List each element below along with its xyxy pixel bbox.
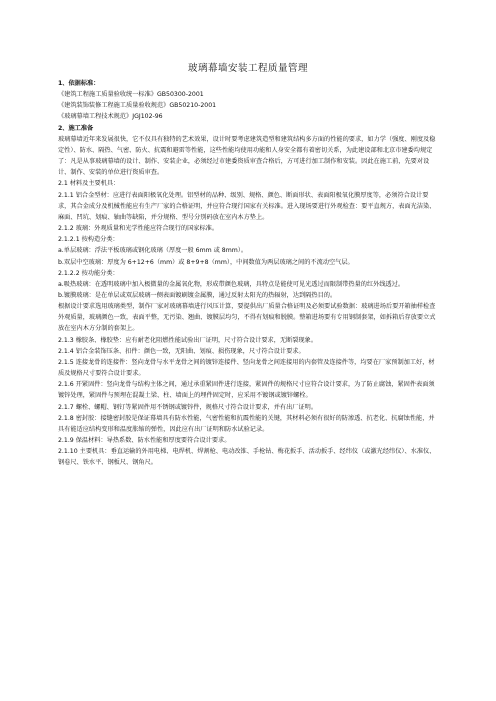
paragraph: 玻璃幕墙近年来发展很快，它不仅具有独特的艺术效果，设计时要考虑建筑造型和建筑结构多方面的性能的要求，如力学（强度、刚度及稳定性）、防水、隔热、气密、防火、抗震和避雷等性能，这些性能均使用功能和人身安全都有着密切关系，为此建设部和北京市建委均规定了：凡是从事玻璃幕墙的设计、制作、安装企业，必须经过市建委资质审查合格后，方可进行加工制作和安装。因此在施工前，先要对设计、制作、安装的单位进行资质审查。 xyxy=(58,135,436,177)
paragraph: 《玻璃幕墙工程技术规范》JGJ102-96 xyxy=(58,113,163,121)
section-heading: 2、施工准备 xyxy=(58,124,94,132)
paragraph: 2.1.10 主要机具：垂直运输的外用电梯、电焊机、焊割枪、电动改锥、手枪钻、梅花扳手、活动扳手、经纬仪（或激光经纬仪）、水准仪、钢卷尺、铁水平、钢板尺、钢角尺。 xyxy=(58,448,436,467)
paragraph: 2.1.2.2 按功能分类： xyxy=(58,269,119,277)
paragraph: 2.1 材料及主要机具： xyxy=(58,180,120,188)
paragraph: 2.1.4 铝合金装饰压条、扣件：颜色一致，无阳曲、划痕、损伤现象，尺寸符合设计要求。 xyxy=(58,347,305,355)
paragraph: 2.1.8 密封胶：接缝密封胶是保证幕墙具有防水性能，气密性能和抗震性能的关键，其材料必须有很好的防渗透、抗老化、抗腐蚀性能，并具有能适应结构变形和温度胀缩的弹性，因此应有出厂证明和防水试验记录。 xyxy=(58,414,435,433)
paragraph: 2.1.5 连接龙骨的连接件：竖向龙骨与水平龙骨之间的镀锌连接件、竖向龙骨之间连接用的内套管及连接件等，均要在厂家预制加工好，材质及规格尺寸要符合设计要求。 xyxy=(58,358,435,378)
paragraph: 2.1.2 玻璃：外观质量和光学性能应符合现行的国家标准。 xyxy=(58,225,219,233)
paragraph: 2.1.7 螺栓、螺帽、钢钉等紧固件用不锈钢或镀锌件，规格尺寸符合设计要求，并有出厂证明。 xyxy=(58,403,318,411)
paragraph: b.双层中空玻璃：厚度为 6+12+6（mm）或 8+9+8（mm），中间数值为两层玻璃之间的不流动空气层。 xyxy=(58,258,354,266)
paragraph: a.单层玻璃：浮法平板玻璃或钢化玻璃（厚度一般 6mm 或 8mm）。 xyxy=(58,247,248,255)
paragraph: a.吸热玻璃：在透明玻璃中加入极微量的金属氧化物，形成带颜色玻璃，具特点是能使可见光透过而限制带热量的红外线透过。 xyxy=(58,280,405,288)
document-body xyxy=(58,78,440,468)
paragraph: 2.1.2.1 按构造分类： xyxy=(58,236,119,244)
paragraph: b.镀膜玻璃：是在单层或双层玻璃一侧表面镀刷镀金属膜，通过反射太阳光的热辐射，达到隔热目的。 xyxy=(58,291,337,299)
paragraph: 2.1.1 铝合金型材：应进行表面阳极氧化处理。铝型材的品种、级别、规格、颜色、断面形状、表面阳极氧化膜厚度等，必须符合设计要求，其合金成分及机械性能应有生产厂家的合格证明，并应符合现行国家有关标准。进入现场要进行外观检查：要平直规方，表面光洁染、麻面、凹坑、划痕、轴曲等缺陷，并分规格、型号分别码放在室内木方垫上。 xyxy=(58,191,436,221)
paragraph: 2.1.6 开紧固件：竖向龙骨与结构主体之间，通过承重紧固件进行连接，紧固件的规格尺寸应符合设计要求，为了防止腐蚀，紧固件表面须镀锌处理，紧固件与预埋在混凝土梁、柱、墙面上的埋件固定时，应采用不镀钢或镀锌螺栓。 xyxy=(58,381,435,400)
paragraph: 2.1.3 橡胶条、橡胶垫：应有耐老化阻燃性能试验出厂证明，尺寸符合设计要求，无断裂现象。 xyxy=(58,336,318,344)
section-heading: 1、依据标准： xyxy=(58,80,100,87)
paragraph: 《建筑工程施工质量验收统一标准》GB50300-2001 xyxy=(58,91,204,99)
paragraph: 《建筑装饰装修工程施工质量验收规范》GB50210-2001 xyxy=(58,102,217,110)
paragraph: 2.1.9 保温材料：导热系数、防水性能和厚度要符合设计要求。 xyxy=(58,437,231,444)
page-title: 玻璃幕墙安装工程质量管理 xyxy=(187,63,308,74)
paragraph: 根据设计要求选用玻璃类型，制作厂家对玻璃幕墙进行风压计算，要提供出厂质量合格证明及必须要试验数据：玻璃进场后要开箱抽样检查外观质量，玻璃颜色一致，表面平整，无污染、翘曲、镀膜层均匀，不得有划痕和脱膜。整箱进场要有专用钢制套架，如拆箱后存放要立式放在室内木方分制的套架上。 xyxy=(58,303,436,333)
